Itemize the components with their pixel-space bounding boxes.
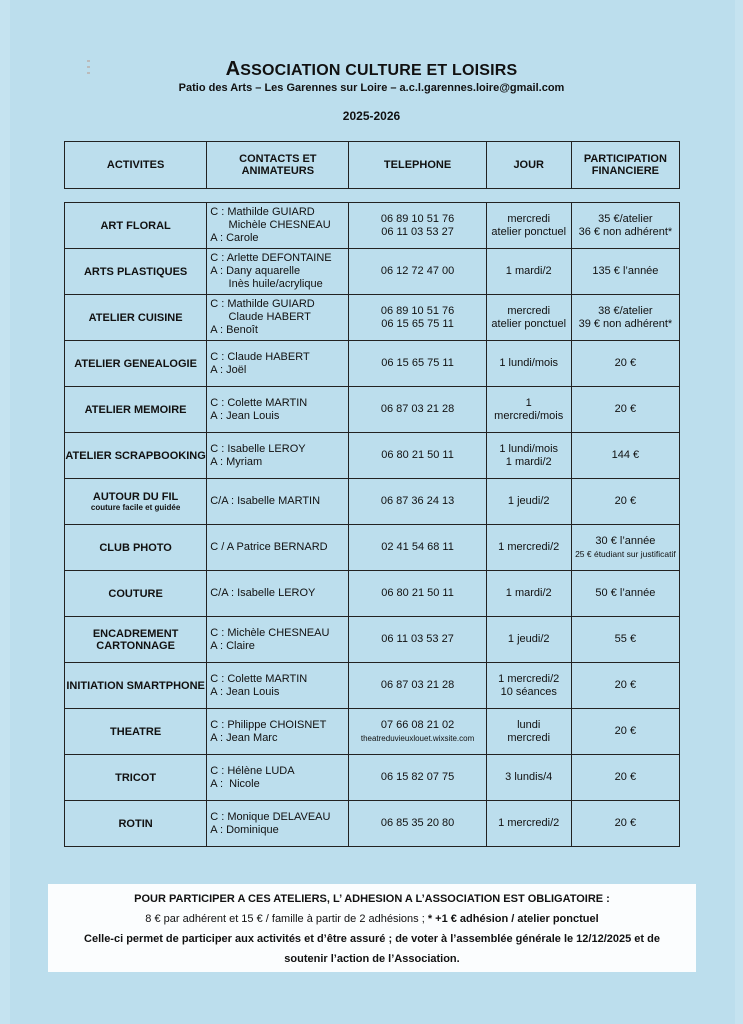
telephone-cell: 06 11 03 53 27 bbox=[349, 617, 486, 663]
contact-cell: C : Hélène LUDA A : Nicole bbox=[207, 755, 349, 801]
contact-cell: C : Claude HABERT A : Joël bbox=[207, 341, 349, 387]
activity-cell: TRICOT bbox=[65, 755, 207, 801]
day-cell: 1 mercredi/2 bbox=[486, 525, 571, 571]
contact-cell: C : Monique DELAVEAU A : Dominique bbox=[207, 801, 349, 847]
season-year: 2025-2026 bbox=[342, 109, 401, 123]
notice-details: Celle-ci permet de participer aux activités et d’être assuré ; de voter à l’assemblée générale le 12/12/2025 et de soutenir l’action de l’Association. bbox=[84, 933, 660, 965]
fee-cell: 35 €/atelier 36 € non adhérent* bbox=[571, 203, 679, 249]
header-table bbox=[64, 141, 680, 189]
fee-cell: 20 € bbox=[571, 479, 679, 525]
col-activites: ACTIVITES bbox=[65, 142, 207, 189]
fee-cell: 50 € l’année bbox=[571, 571, 679, 617]
activity-cell: ATELIER SCRAPBOOKING bbox=[65, 433, 207, 479]
activity-cell: AUTOUR DU FIL couture facile et guidée bbox=[65, 479, 207, 525]
fee-cell: 38 €/atelier 39 € non adhérent* bbox=[571, 295, 679, 341]
activity-cell: INITIATION SMARTPHONE bbox=[65, 663, 207, 709]
contact-cell: C : Michèle CHESNEAU A : Claire bbox=[207, 617, 349, 663]
activity-cell: THEATRE bbox=[65, 709, 207, 755]
col-telephone: TELEPHONE bbox=[349, 142, 486, 189]
activity-cell: ATELIER GENEALOGIE bbox=[65, 341, 207, 387]
contact-cell: C / A Patrice BERNARD bbox=[207, 525, 349, 571]
col-participation: PARTICIPATION FINANCIERE bbox=[571, 142, 679, 189]
activity-cell: ATELIER MEMOIRE bbox=[65, 387, 207, 433]
activity-cell: ART FLORAL bbox=[65, 203, 207, 249]
day-cell: 1 lundi/mois 1 mardi/2 bbox=[486, 433, 571, 479]
col-jour: JOUR bbox=[486, 142, 571, 189]
page-title: ASSOCIATION CULTURE ET LOISIRS bbox=[225, 58, 518, 80]
table-row bbox=[65, 663, 680, 709]
notice-heading: POUR PARTICIPER A CES ATELIERS, L’ ADHESION A L’ASSOCIATION EST OBLIGATOIRE : bbox=[134, 893, 610, 905]
table-row bbox=[65, 203, 680, 249]
telephone-cell: 07 66 08 21 02 theatreduvieuxlouet.wixsite.com bbox=[349, 709, 486, 755]
contact-cell: C : Arlette DEFONTAINE A : Dany aquarelle Inès huile/acrylique bbox=[207, 249, 349, 295]
day-cell: 1 mardi/2 bbox=[486, 249, 571, 295]
contact-cell: C/A : Isabelle LEROY bbox=[207, 571, 349, 617]
activities-table bbox=[64, 202, 680, 847]
telephone-cell: 06 80 21 50 11 bbox=[349, 571, 486, 617]
telephone-cell: 06 80 21 50 11 bbox=[349, 433, 486, 479]
day-cell: 1 jeudi/2 bbox=[486, 617, 571, 663]
day-cell: 3 lundis/4 bbox=[486, 755, 571, 801]
day-cell: lundi mercredi bbox=[486, 709, 571, 755]
table-row bbox=[65, 755, 680, 801]
telephone-cell: 06 87 03 21 28 bbox=[349, 387, 486, 433]
telephone-cell: 06 87 36 24 13 bbox=[349, 479, 486, 525]
membership-notice bbox=[48, 884, 696, 972]
activity-cell: ROTIN bbox=[65, 801, 207, 847]
col-contacts: CONTACTS ET ANIMATEURS bbox=[207, 142, 349, 189]
fee-cell: 20 € bbox=[571, 709, 679, 755]
contact-cell: C : Mathilde GUIARD Michèle CHESNEAU A : Carole bbox=[207, 203, 349, 249]
fee-cell: 135 € l’année bbox=[571, 249, 679, 295]
activity-cell: COUTURE bbox=[65, 571, 207, 617]
table-row bbox=[65, 617, 680, 663]
contact-cell: C : Colette MARTIN A : Jean Louis bbox=[207, 387, 349, 433]
contact-cell: C/A : Isabelle MARTIN bbox=[207, 479, 349, 525]
contact-cell: C : Philippe CHOISNET A : Jean Marc bbox=[207, 709, 349, 755]
fee-cell: 55 € bbox=[571, 617, 679, 663]
fee-cell: 20 € bbox=[571, 755, 679, 801]
table-row bbox=[65, 709, 680, 755]
table-row bbox=[65, 525, 680, 571]
telephone-cell: 06 89 10 51 76 06 11 03 53 27 bbox=[349, 203, 486, 249]
fee-cell: 20 € bbox=[571, 663, 679, 709]
table-row bbox=[65, 801, 680, 847]
day-cell: 1 mercredi/2 bbox=[486, 801, 571, 847]
telephone-cell: 06 85 35 20 80 bbox=[349, 801, 486, 847]
day-cell: 1 mercredi/mois bbox=[486, 387, 571, 433]
day-cell: mercredi atelier ponctuel bbox=[486, 295, 571, 341]
telephone-cell: 02 41 54 68 11 bbox=[349, 525, 486, 571]
table-row bbox=[65, 479, 680, 525]
activity-cell: ATELIER CUISINE bbox=[65, 295, 207, 341]
fee-cell: 20 € bbox=[571, 387, 679, 433]
telephone-cell: 06 87 03 21 28 bbox=[349, 663, 486, 709]
notice-fees: 8 € par adhérent et 15 € / famille à partir de 2 adhésions ; * +1 € adhésion / atelier ponctuel bbox=[145, 913, 599, 925]
contact-cell: C : Isabelle LEROY A : Myriam bbox=[207, 433, 349, 479]
activity-cell: CLUB PHOTO bbox=[65, 525, 207, 571]
page-subtitle: Patio des Arts – Les Garennes sur Loire – a.c.l.garennes.loire@gmail.com bbox=[178, 82, 565, 94]
fee-cell: 144 € bbox=[571, 433, 679, 479]
telephone-cell: 06 12 72 47 00 bbox=[349, 249, 486, 295]
activity-cell: ARTS PLASTIQUES bbox=[65, 249, 207, 295]
telephone-cell: 06 15 82 07 75 bbox=[349, 755, 486, 801]
fee-cell: 20 € bbox=[571, 341, 679, 387]
table-row bbox=[65, 341, 680, 387]
day-cell: 1 mardi/2 bbox=[486, 571, 571, 617]
day-cell: 1 lundi/mois bbox=[486, 341, 571, 387]
fee-cell: 30 € l’année 25 € étudiant sur justificatif bbox=[571, 525, 679, 571]
table-row bbox=[65, 433, 680, 479]
contact-cell: C : Colette MARTIN A : Jean Louis bbox=[207, 663, 349, 709]
fee-cell: 20 € bbox=[571, 801, 679, 847]
table-row bbox=[65, 387, 680, 433]
contact-cell: C : Mathilde GUIARD Claude HABERT A : Benoît bbox=[207, 295, 349, 341]
table-row bbox=[65, 249, 680, 295]
day-cell: 1 mercredi/2 10 séances bbox=[486, 663, 571, 709]
day-cell: 1 jeudi/2 bbox=[486, 479, 571, 525]
telephone-cell: 06 89 10 51 76 06 15 65 75 11 bbox=[349, 295, 486, 341]
day-cell: mercredi atelier ponctuel bbox=[486, 203, 571, 249]
activity-cell: ENCADREMENT CARTONNAGE bbox=[65, 617, 207, 663]
telephone-cell: 06 15 65 75 11 bbox=[349, 341, 486, 387]
table-row bbox=[65, 295, 680, 341]
table-row bbox=[65, 571, 680, 617]
